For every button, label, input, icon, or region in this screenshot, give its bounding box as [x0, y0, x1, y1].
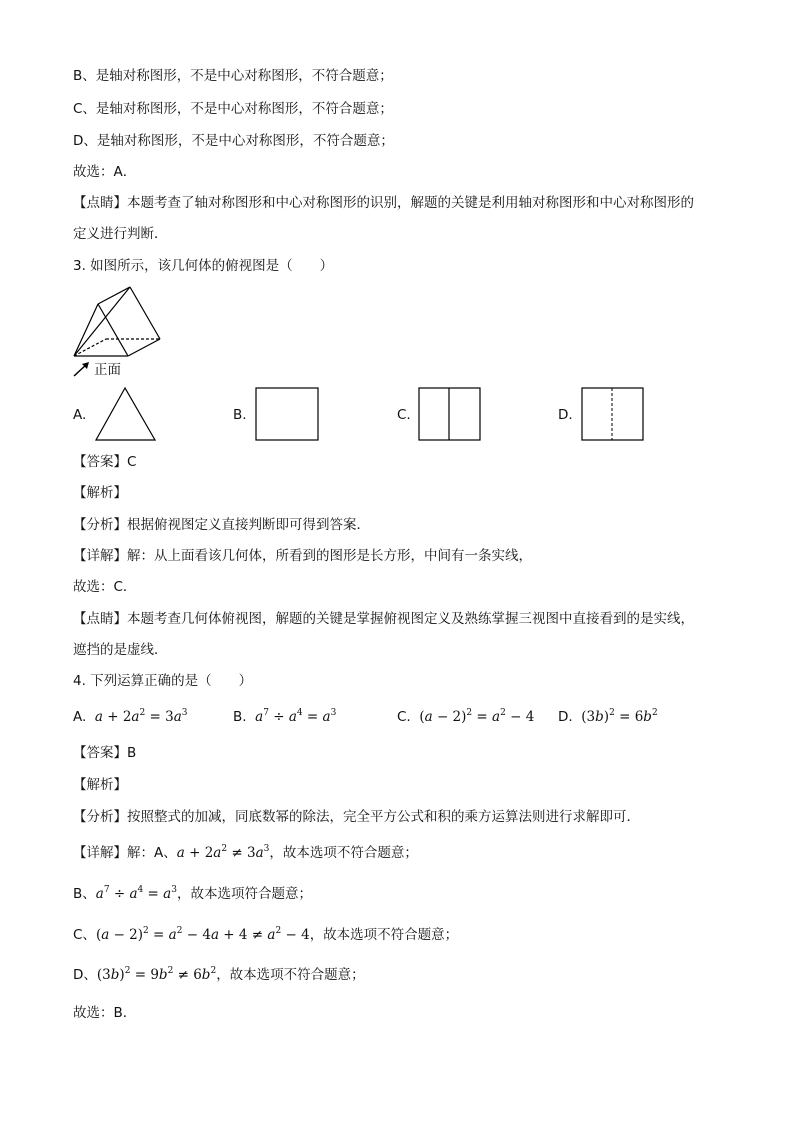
q4-detail-c-prefix: C、 — [73, 927, 96, 943]
q4-detail-c — [73, 926, 458, 944]
q4-choose: 故选：B． — [73, 1005, 137, 1021]
q4-detail-a-formula: $a + 2a^2 \ne 3a^3$ — [176, 844, 270, 861]
text-line-c: C、是轴对称图形，不是中心对称图形，不符合题意； — [73, 101, 393, 117]
q3-option-b-label: B. — [233, 407, 247, 423]
choose-a: 故选：A． — [73, 164, 137, 180]
q4-detail-b — [73, 885, 312, 903]
front-arrow-icon — [72, 360, 92, 378]
q4-analysis: 【分析】按照整式的加减，同底数幂的除法，完全平方公式和积的乘方运算法则进行求解即可． — [73, 809, 640, 825]
q3-answer: 【答案】C — [73, 454, 137, 470]
q4-option-c-formula: $(a - 2)^2 = a^2 - 4$ — [419, 708, 535, 725]
q3-detail: 【详解】解：从上面看该几何体，所看到的图形是长方形，中间有一条实线， — [73, 548, 532, 564]
q3-comment-line-2: 遮挡的是虚线． — [73, 642, 168, 658]
q4-detail-d-suffix: ，故本选项不符合题意； — [216, 967, 365, 983]
q3-choose: 故选：C． — [73, 579, 137, 595]
q4-option-a-formula: $a + 2a^2 = 3a^3$ — [90, 708, 188, 725]
q4-detail-b-prefix: B、 — [73, 886, 96, 902]
q4-option-a-label: A. — [73, 709, 87, 725]
q4-detail-c-formula: $(a - 2)^2 = a^2 - 4a + 4 \ne a^2 - 4$ — [95, 926, 310, 943]
prism-figure — [70, 284, 170, 364]
q4-analysis-head: 【解析】 — [73, 777, 127, 793]
q4-option-c — [397, 708, 534, 726]
option-d-rectangle-dashed-line — [581, 387, 644, 441]
q3-comment-line-1: 【点睛】本题考查几何体俯视图，解题的关键是掌握俯视图定义及熟练掌握三视图中直接看到的是实线， — [73, 611, 694, 627]
option-b-rectangle — [255, 387, 319, 441]
q4-detail-d — [73, 966, 365, 984]
q4-answer: 【答案】B — [73, 745, 137, 761]
q4-stem: 4. 下列运算正确的是（ ） — [73, 673, 253, 689]
q4-detail-b-formula: $a^7 \div a^4 = a^3$ — [95, 885, 177, 902]
q3-option-c-label: C. — [397, 407, 411, 423]
q4-option-c-label: C. — [397, 709, 411, 725]
option-c-rectangle-solid-line — [418, 387, 481, 441]
q3-analysis: 【分析】根据俯视图定义直接判断即可得到答案． — [73, 517, 370, 533]
q4-option-a — [73, 708, 188, 726]
option-a-triangle — [94, 386, 158, 442]
q4-option-b-label: B. — [233, 709, 247, 725]
q4-detail-a-suffix: ，故本选项不符合题意； — [269, 845, 418, 861]
q3-stem: 3. 如图所示，该几何体的俯视图是（ ） — [73, 258, 334, 274]
text-line-d: D、是轴对称图形，不是中心对称图形，不符合题意； — [73, 133, 394, 149]
q4-detail-prefix: 【详解】解：A、 — [73, 845, 177, 861]
q4-detail-a — [73, 844, 418, 862]
front-label: 正面 — [94, 362, 121, 378]
q4-option-b — [233, 708, 336, 726]
q3-option-d-label: D. — [558, 407, 573, 423]
q4-detail-b-suffix: ，故本选项符合题意； — [176, 886, 312, 902]
comment2-line-1: 【点睛】本题考查了轴对称图形和中心对称图形的识别，解题的关键是利用轴对称图形和中心对称图形的 — [73, 195, 694, 211]
q4-option-d — [558, 708, 658, 726]
text-line-b: B、是轴对称图形，不是中心对称图形，不符合题意； — [73, 68, 393, 84]
q3-option-a-label: A. — [73, 407, 87, 423]
comment2-line-2: 定义进行判断． — [73, 226, 168, 242]
q4-option-d-label: D. — [558, 709, 573, 725]
q4-detail-d-formula: $(3b)^2 = 9b^2 \ne 6b^2$ — [96, 966, 217, 983]
q4-option-d-formula: $(3b)^2 = 6b^2$ — [581, 708, 658, 725]
q4-detail-c-suffix: ，故本选项不符合题意； — [309, 927, 459, 943]
q4-option-b-formula: $a^7 \div a^4 = a^3$ — [250, 708, 337, 725]
q4-detail-d-prefix: D、 — [73, 967, 97, 983]
q3-analysis-head: 【解析】 — [73, 485, 127, 501]
